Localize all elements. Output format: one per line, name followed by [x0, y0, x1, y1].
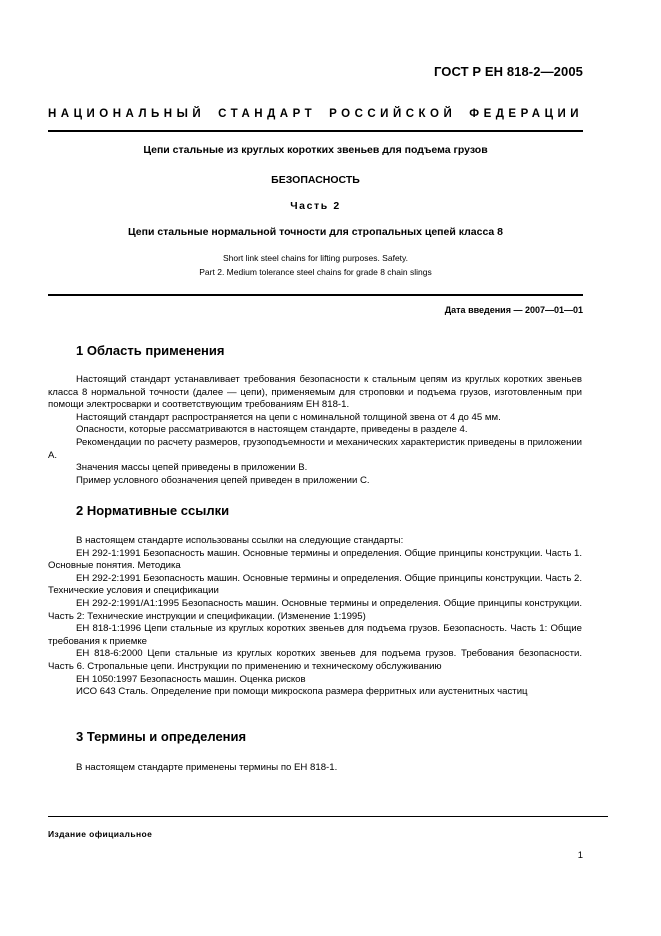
title-safety: БЕЗОПАСНОСТЬ [271, 174, 360, 186]
section-body [48, 374, 582, 487]
national-standard-banner: НАЦИОНАЛЬНЫЙ СТАНДАРТ РОССИЙСКОЙ ФЕДЕРАЦИИ [48, 108, 583, 120]
title-main: Цепи стальные из круглых коротких звеньев для подъема грузов [143, 144, 488, 156]
paragraph: ЕН 818-6:2000 Цепи стальные из круглых коротких звеньев для подъема грузов. Требования безопасности. Часть 6. Стропальные цепи. Инструкции по применению и техническому обслуживанию [48, 648, 582, 672]
section-heading: 2 Нормативные ссылки [76, 503, 230, 518]
paragraph: В настоящем стандарте использованы ссылки на следующие стандарты: [76, 535, 404, 546]
paragraph: В настоящем стандарте применены термины по ЕН 818-1. [76, 762, 338, 773]
title-english-line-2: Part 2. Medium tolerance steel chains for grade 8 chain slings [199, 267, 432, 277]
header-divider [48, 130, 583, 132]
effective-date: Дата введения — 2007—01—01 [444, 305, 583, 315]
section-heading: 3 Термины и определения [76, 729, 247, 744]
edition-label: Издание официальное [48, 829, 153, 839]
paragraph: ЕН 818-1:1996 Цепи стальные из круглых коротких звеньев для подъема грузов. Безопасность. Часть 1: Общие требования к приемке [48, 623, 582, 647]
footer-divider [48, 816, 608, 817]
paragraph: ЕН 292-2:1991/А1:1995 Безопасность машин. Основные термины и определения. Общие принципы конструкции. Часть 2: Технические инструкции и спецификации. (Изменение 1:1995) [48, 597, 582, 622]
paragraph: Пример условного обозначения цепей приведен в приложении С. [76, 474, 370, 486]
section-body [48, 762, 582, 775]
section-heading: 1 Область применения [76, 343, 225, 358]
paragraph: ЕН 292-1:1991 Безопасность машин. Основные термины и определения. Общие принципы конструкции. Часть 1. Основные понятия. Методика [48, 547, 582, 572]
paragraph: ЕН 292-2:1991 Безопасность машин. Основные термины и определения. Общие принципы конструкции. Часть 2. Технические условия и спецификации [48, 572, 582, 597]
paragraph: ЕН 1050:1997 Безопасность машин. Оценка рисков [76, 673, 306, 685]
page-number: 1 [577, 850, 583, 861]
paragraph: Значения массы цепей приведены в приложении В. [76, 462, 308, 474]
paragraph: Опасности, которые рассматриваются в настоящем стандарте, приведены в разделе 4. [76, 424, 468, 436]
paragraph: Рекомендации по расчету размеров, грузоподъемности и механических характеристик приведены в приложении А. [48, 436, 582, 461]
paragraph: Настоящий стандарт устанавливает требования безопасности к стальным цепям из круглых коротких звеньев класса 8 нормальной точности (далее — цепи), применяемым для строповки и подъема грузов, изготовленным при помощи электросварки и соответствующим требованиям ЕН 818-1. [48, 374, 582, 411]
title-subtitle: Цепи стальные нормальной точности для стропальных цепей класса 8 [127, 226, 504, 238]
paragraph: ИСО 643 Сталь. Определение при помощи микроскопа размера ферритных или аустенитных частиц [76, 686, 528, 698]
section-body [48, 535, 582, 699]
document-code: ГОСТ Р ЕН 818-2—2005 [433, 64, 583, 79]
title-part: Часть 2 [290, 200, 341, 212]
title-divider [48, 294, 583, 296]
title-english-line-1: Short link steel chains for lifting purposes. Safety. [222, 253, 409, 263]
paragraph: Настоящий стандарт распространяется на цепи с номинальной толщиной звена от 4 до 45 мм. [76, 411, 501, 423]
